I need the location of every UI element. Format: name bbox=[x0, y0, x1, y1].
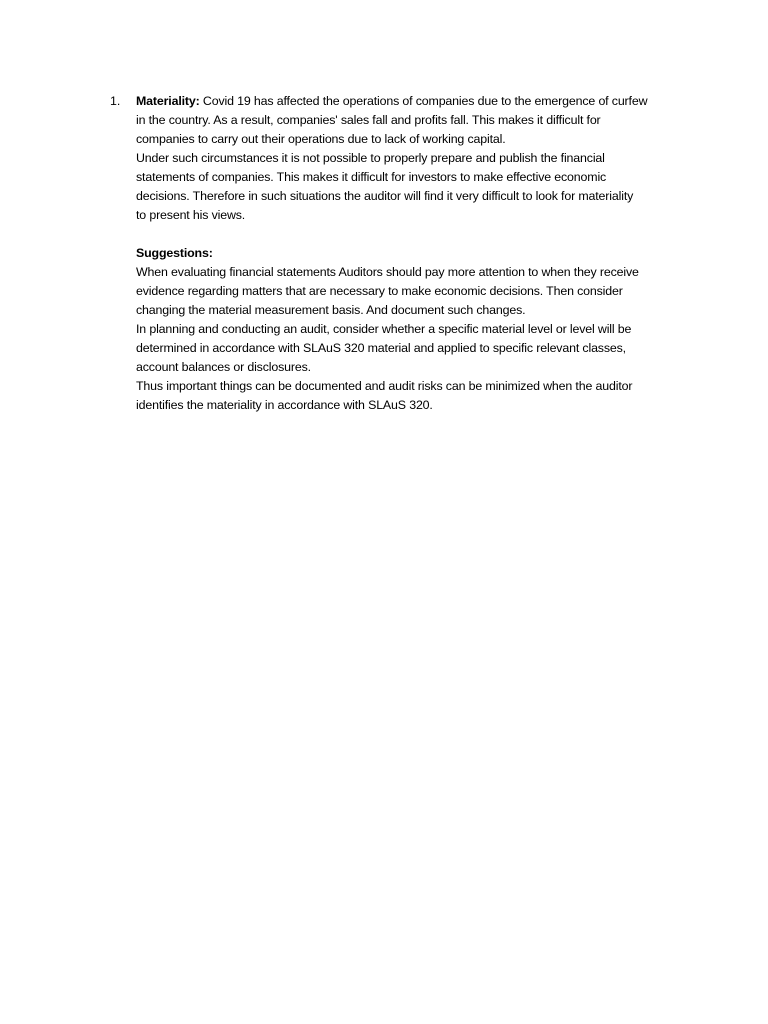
suggestions-line: In planning and conducting an audit, consider whether a specific material level or level will be bbox=[136, 322, 632, 336]
suggestions-line: account balances or disclosures. bbox=[136, 360, 311, 374]
first-line bbox=[136, 92, 696, 111]
materiality-heading: Materiality: bbox=[136, 94, 200, 108]
paragraph-line: in the country. As a result, companies' sales fall and profits fall. This makes it difficult for bbox=[136, 113, 601, 127]
list-number: 1. bbox=[110, 94, 121, 108]
suggestions-line: identifies the materiality in accordance with SLAuS 320. bbox=[136, 398, 433, 412]
paragraph-line: Under such circumstances it is not possible to properly prepare and publish the financial bbox=[136, 151, 605, 165]
paragraph-line: statements of companies. This makes it difficult for investors to make effective economic bbox=[136, 170, 607, 184]
paragraph-spacer bbox=[136, 225, 696, 244]
paragraph-line: companies to carry out their operations due to lack of working capital. bbox=[136, 132, 506, 146]
suggestions-line: When evaluating financial statements Auditors should pay more attention to when they receive bbox=[136, 265, 639, 279]
list-item-body bbox=[136, 92, 696, 415]
first-line-text: Covid 19 has affected the operations of companies due to the emergence of curfew bbox=[199, 94, 648, 108]
suggestions-line: changing the material measurement basis. And document such changes. bbox=[136, 303, 526, 317]
suggestions-line: evidence regarding matters that are necessary to make economic decisions. Then consider bbox=[136, 284, 623, 298]
suggestions-line: Thus important things can be documented and audit risks can be minimized when the auditor bbox=[136, 379, 633, 393]
suggestions-line: determined in accordance with SLAuS 320 material and applied to specific relevant classes, bbox=[136, 341, 626, 355]
paragraph-line: decisions. Therefore in such situations the auditor will find it very difficult to look for materiality bbox=[136, 189, 634, 203]
paragraph-line: to present his views. bbox=[136, 208, 246, 222]
suggestions-heading: Suggestions: bbox=[136, 246, 213, 260]
